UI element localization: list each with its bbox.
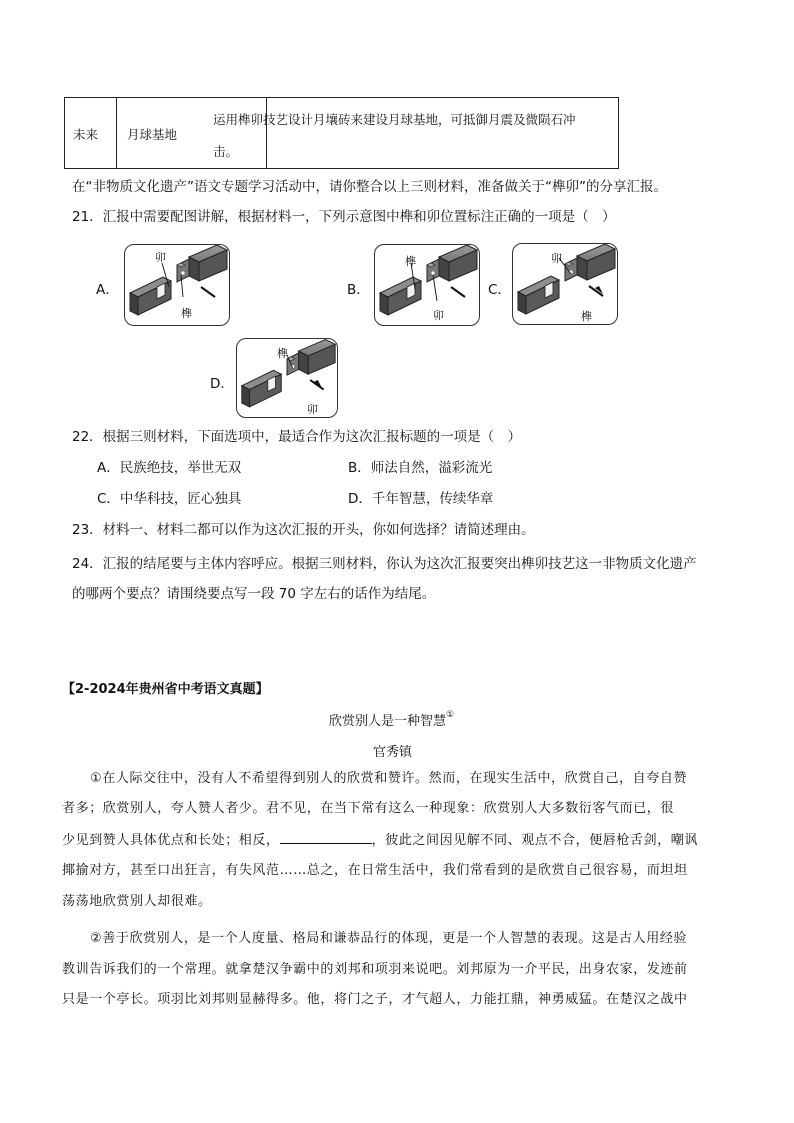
fill-in-blank <box>280 830 372 844</box>
q21-option-b-figure <box>374 244 480 326</box>
joint-diagram-icon <box>125 245 231 327</box>
section-tag: 【2-2024年贵州省中考语文真题】 <box>62 682 269 697</box>
q22-stem: 22．根据三则材料，下面选项中，最适合作为这次汇报标题的一项是（ ） <box>72 429 522 445</box>
q21-a-top-label: 卯 <box>155 251 166 264</box>
article-title-text: 欣赏别人是一种智慧 <box>329 714 447 729</box>
article-author: 官秀镇 <box>373 745 413 760</box>
q22-option-b: B．师法自然，溢彩流光 <box>348 460 493 476</box>
q22-option-a: A．民族绝技，举世无双 <box>97 460 242 476</box>
q24-line2: 的哪两个要点？请围绕要点写一段 70 字左右的话作为结尾。 <box>72 586 436 602</box>
q21-c-top-label: 卯 <box>551 252 562 265</box>
q21-option-a-figure <box>124 244 230 326</box>
p1-line1: ①在人际交往中，没有人不希望得到别人的欣赏和赞许。然而，在现实生活中，欣赏自己，自夸自赞 <box>90 771 688 786</box>
q21-option-d-letter: D． <box>210 376 234 392</box>
q21-b-bottom-label: 卯 <box>433 309 444 322</box>
q21-a-bottom-label: 榫 <box>181 307 192 320</box>
joint-diagram-icon <box>237 339 339 419</box>
material-table <box>64 97 619 169</box>
table-cell-name-text: 月球基地 <box>127 127 178 142</box>
q21-d-bottom-label: 卯 <box>307 403 318 416</box>
q21-b-top-label: 榫 <box>405 255 416 268</box>
p1-line3-end: ，彼此之间因见解不同、观点不合，便唇枪舌剑，嘲讽 <box>371 833 699 848</box>
table-cell-era-text: 未来 <box>73 127 99 142</box>
q21-stem: 21．汇报中需要配图讲解，根据材料一，下列示意图中榫和卯位置标注正确的一项是（ ） <box>72 209 616 225</box>
q22-option-d: D．千年智慧，传续华章 <box>348 491 494 507</box>
q22-option-c: C．中华科技，匠心独具 <box>97 491 242 507</box>
p2-line2: 教训告诉我们的一个常理。就拿楚汉争霸中的刘邦和项羽来说吧。刘邦原为一介平民，出身农家，发迹前 <box>62 962 688 977</box>
table-cell-era <box>65 98 117 168</box>
q21-option-a-letter: A． <box>96 282 119 298</box>
p1-line2: 者多；欣赏别人，夸人赞人者少。君不见，在当下常有这么一种现象：欣赏别人大多数衍客气而已，很 <box>62 801 675 816</box>
table-cell-name <box>117 98 267 168</box>
q21-option-c-figure <box>512 243 618 325</box>
q24-line1: 24．汇报的结尾要与主体内容呼应。根据三则材料，你认为这次汇报要突出榫卯技艺这一非物质文化遗产 <box>72 556 697 572</box>
q21-c-bottom-label: 榫 <box>581 310 592 323</box>
article-title <box>329 710 454 729</box>
p2-line1: ②善于欣赏别人，是一个人度量、格局和谦恭品行的体现，更是一个人智慧的表现。这是古人用经验 <box>90 931 688 946</box>
q21-option-b-letter: B． <box>347 282 370 298</box>
p1-line4: 揶揄对方，甚至口出狂言，有失风范……总之，在日常生活中，我们常看到的是欣赏自己很容易，而坦坦 <box>62 863 688 878</box>
q21-d-top-label: 榫 <box>277 347 288 360</box>
q23-stem: 23．材料一、材料二都可以作为这次汇报的开头，你如何选择？请简述理由。 <box>72 522 535 538</box>
intro-text: 在“非物质文化遗产”语文专题学习活动中，请你整合以上三则材料，准备做关于“榫卯”的分享汇报。 <box>72 179 667 195</box>
table-cell-desc-line2: 击。 <box>213 144 239 159</box>
p1-line5: 荡荡地欣赏别人却很难。 <box>62 894 212 909</box>
p1-line3 <box>62 830 698 850</box>
p2-line3: 只是一个亭长。项羽比刘邦则显赫得多。他，将门之子，才气超人，力能扛鼎，神勇威猛。在楚汉之战中 <box>62 992 688 1007</box>
p1-line3-start: 少见到赞人具体优点和长处；相反， <box>62 833 280 848</box>
q21-option-c-letter: C． <box>488 282 511 298</box>
joint-diagram-icon <box>375 245 481 327</box>
table-cell-desc-line1: 运用榫卯技艺设计月壤砖来建设月球基地，可抵御月震及微陨石冲 <box>213 112 576 127</box>
q21-option-d-figure <box>236 338 338 418</box>
article-title-footnote: ① <box>446 710 455 720</box>
joint-diagram-icon <box>513 244 619 326</box>
